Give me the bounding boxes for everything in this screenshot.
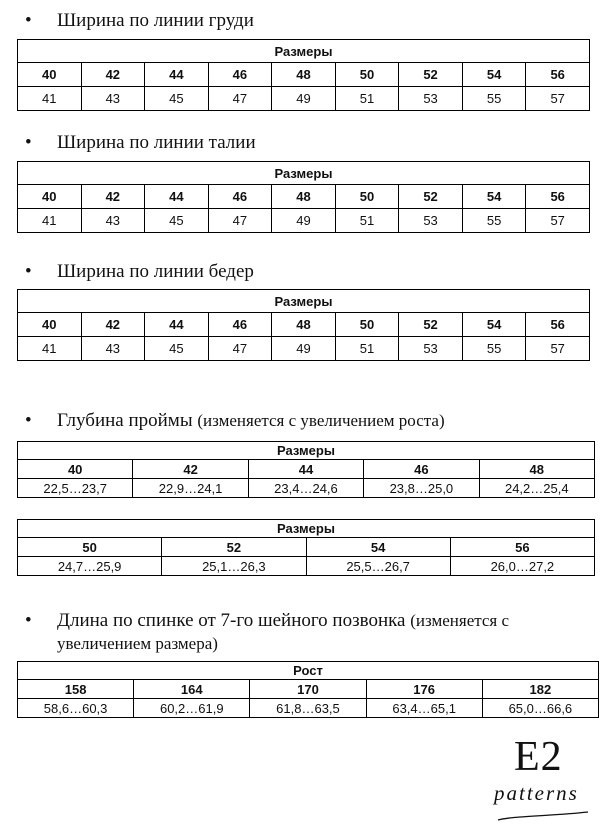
- value-cell: 24,2…25,4: [479, 479, 594, 498]
- table-row: [18, 185, 590, 209]
- table-header-row: [18, 520, 595, 538]
- value-cell: 65,0…66,6: [482, 699, 598, 718]
- size-cell: 42: [133, 460, 248, 479]
- table-row: [18, 479, 595, 498]
- size-cell: 50: [335, 313, 399, 337]
- value-cell: 23,8…25,0: [364, 479, 479, 498]
- logo-wordmark: patterns: [494, 781, 579, 805]
- size-cell: 56: [450, 538, 594, 557]
- size-cell: 46: [208, 63, 272, 87]
- size-cell: 56: [526, 313, 590, 337]
- size-cell: 54: [462, 185, 526, 209]
- table-row: [18, 313, 590, 337]
- size-cell: 158: [18, 680, 134, 699]
- table-header-row: [18, 662, 599, 680]
- table-row: [18, 337, 590, 361]
- value-cell: 61,8…63,5: [250, 699, 366, 718]
- value-cell: 25,5…26,7: [306, 557, 450, 576]
- size-cell: 54: [306, 538, 450, 557]
- value-cell: 43: [81, 337, 145, 361]
- bullet-icon: •: [25, 132, 32, 153]
- value-cell: 55: [462, 209, 526, 233]
- size-cell: 44: [145, 313, 209, 337]
- value-cell: 53: [399, 209, 463, 233]
- table-header-row: [18, 290, 590, 313]
- size-cell: 40: [18, 63, 82, 87]
- size-cell: 182: [482, 680, 598, 699]
- size-cell: 52: [399, 63, 463, 87]
- table-header-row: [18, 442, 595, 460]
- value-cell: 45: [145, 337, 209, 361]
- value-cell: 49: [272, 337, 336, 361]
- e2-patterns-logo: [492, 735, 592, 825]
- heading-back-length: • Длина по спинке от 7-го шейного позвонка (изменяется с увеличением размера): [25, 610, 510, 653]
- back-length-table: [17, 661, 599, 718]
- value-cell: 57: [526, 209, 590, 233]
- table-row: [18, 63, 590, 87]
- size-cell: 44: [145, 63, 209, 87]
- size-cell: 50: [335, 185, 399, 209]
- table-header-row: [18, 162, 590, 185]
- size-cell: 54: [462, 313, 526, 337]
- value-cell: 58,6…60,3: [18, 699, 134, 718]
- value-cell: 45: [145, 209, 209, 233]
- value-cell: 60,2…61,9: [134, 699, 250, 718]
- size-cell: 44: [145, 185, 209, 209]
- table-row: [18, 699, 599, 718]
- chest-width-table: [17, 39, 590, 111]
- value-cell: 45: [145, 87, 209, 111]
- value-cell: 22,9…24,1: [133, 479, 248, 498]
- table-row: [18, 209, 590, 233]
- size-cell: 42: [81, 185, 145, 209]
- bullet-icon: •: [25, 610, 32, 631]
- table-row: [18, 87, 590, 111]
- value-cell: 26,0…27,2: [450, 557, 594, 576]
- value-cell: 47: [208, 209, 272, 233]
- table-header: Размеры: [18, 162, 590, 185]
- value-cell: 22,5…23,7: [18, 479, 133, 498]
- size-cell: 42: [81, 313, 145, 337]
- size-cell: 170: [250, 680, 366, 699]
- value-cell: 23,4…24,6: [248, 479, 363, 498]
- size-cell: 56: [526, 185, 590, 209]
- size-cell: 46: [208, 313, 272, 337]
- armhole-depth-table-2: [17, 519, 595, 576]
- size-cell: 46: [364, 460, 479, 479]
- hip-width-table: [17, 289, 590, 361]
- value-cell: 51: [335, 209, 399, 233]
- table-header: Размеры: [18, 442, 595, 460]
- value-cell: 57: [526, 87, 590, 111]
- value-cell: 43: [81, 209, 145, 233]
- value-cell: 49: [272, 87, 336, 111]
- bullet-icon: •: [25, 410, 32, 431]
- heading-armhole-depth: • Глубина проймы (изменяется с увеличением роста): [25, 410, 445, 431]
- size-cell: 52: [399, 313, 463, 337]
- table-header: Рост: [18, 662, 599, 680]
- size-cell: 56: [526, 63, 590, 87]
- table-row: [18, 538, 595, 557]
- table-header: Размеры: [18, 290, 590, 313]
- armhole-depth-table-1: [17, 441, 595, 498]
- size-cell: 52: [162, 538, 306, 557]
- value-cell: 41: [18, 209, 82, 233]
- value-cell: 55: [462, 337, 526, 361]
- value-cell: 47: [208, 87, 272, 111]
- heading-hip-width: • Ширина по линии бедер: [25, 261, 254, 282]
- size-cell: 48: [272, 185, 336, 209]
- bullet-icon: •: [25, 261, 32, 282]
- value-cell: 43: [81, 87, 145, 111]
- size-cell: 176: [366, 680, 482, 699]
- value-cell: 55: [462, 87, 526, 111]
- heading-chest-width: • Ширина по линии груди: [25, 10, 254, 31]
- size-cell: 40: [18, 185, 82, 209]
- value-cell: 53: [399, 337, 463, 361]
- value-cell: 51: [335, 87, 399, 111]
- size-cell: 44: [248, 460, 363, 479]
- table-row: [18, 460, 595, 479]
- logo-mark: E2: [514, 734, 563, 780]
- value-cell: 49: [272, 209, 336, 233]
- value-cell: 47: [208, 337, 272, 361]
- table-header: Размеры: [18, 40, 590, 63]
- value-cell: 63,4…65,1: [366, 699, 482, 718]
- size-cell: 52: [399, 185, 463, 209]
- heading-waist-width: • Ширина по линии талии: [25, 132, 256, 153]
- table-row: [18, 680, 599, 699]
- size-cell: 40: [18, 460, 133, 479]
- value-cell: 57: [526, 337, 590, 361]
- value-cell: 41: [18, 87, 82, 111]
- value-cell: 53: [399, 87, 463, 111]
- size-cell: 42: [81, 63, 145, 87]
- size-cell: 48: [479, 460, 594, 479]
- value-cell: 51: [335, 337, 399, 361]
- size-cell: 50: [18, 538, 162, 557]
- size-cell: 48: [272, 63, 336, 87]
- size-cell: 50: [335, 63, 399, 87]
- value-cell: 24,7…25,9: [18, 557, 162, 576]
- table-header: Размеры: [18, 520, 595, 538]
- bullet-icon: •: [25, 10, 32, 31]
- size-cell: 54: [462, 63, 526, 87]
- table-header-row: [18, 40, 590, 63]
- value-cell: 41: [18, 337, 82, 361]
- waist-width-table: [17, 161, 590, 233]
- size-cell: 46: [208, 185, 272, 209]
- table-row: [18, 557, 595, 576]
- size-cell: 40: [18, 313, 82, 337]
- size-cell: 164: [134, 680, 250, 699]
- logo-swash-icon: [492, 790, 592, 824]
- value-cell: 25,1…26,3: [162, 557, 306, 576]
- size-cell: 48: [272, 313, 336, 337]
